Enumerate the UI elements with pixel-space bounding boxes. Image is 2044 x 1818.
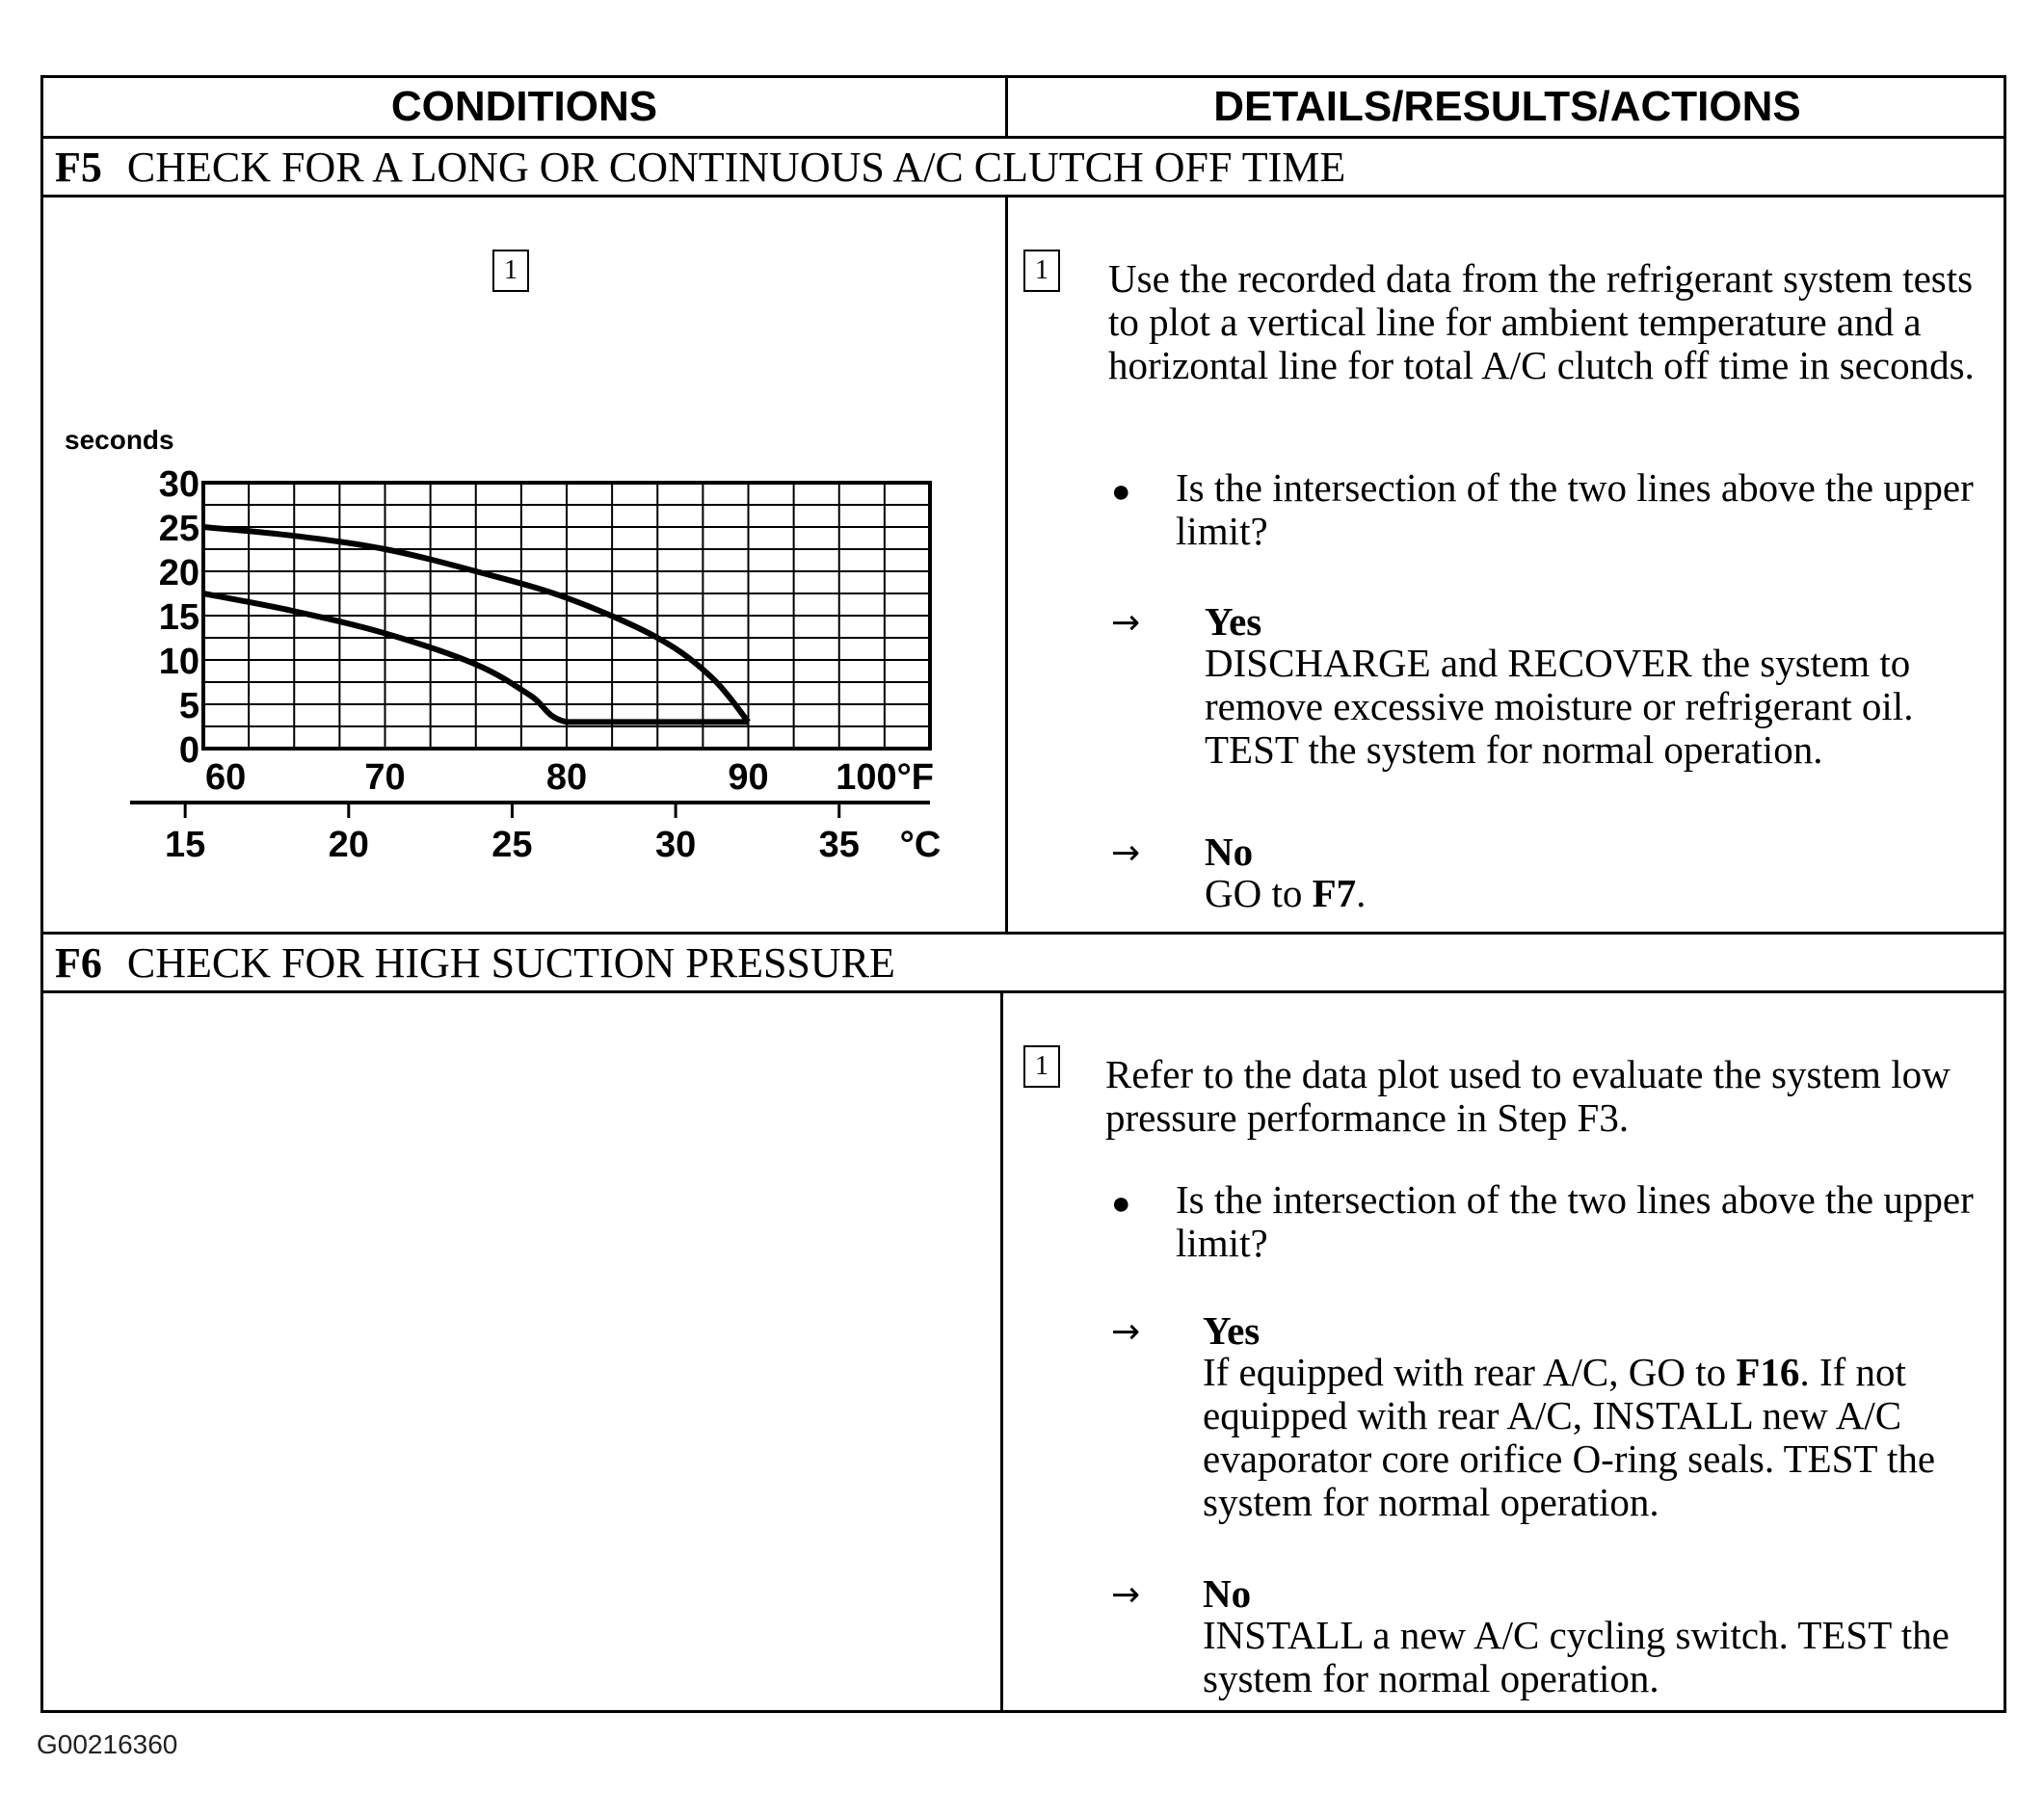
f6-id: F6 [55, 938, 102, 987]
celsius-tick-label: 15 [165, 825, 206, 865]
y-tick-label: 20 [158, 553, 199, 593]
f6-detail-step-box: 1 [1023, 1045, 1060, 1088]
f5-condition-step-box: 1 [492, 250, 529, 292]
f5-yes-label: Yes [1205, 599, 1262, 644]
f6-title: CHECK FOR HIGH SUCTION PRESSURE [126, 938, 895, 987]
diagnostic-table [40, 75, 2006, 1713]
fahrenheit-tick-labels [205, 757, 934, 798]
f6-yes-ref: F16 [1736, 1350, 1800, 1394]
f5-no-text-suffix: . [1356, 871, 1367, 915]
f5-instruction: Use the recorded data from the refrigerant system tests to plot a vertical line for ambient temperature and a horizontal line for total A/C clutch off time in seconds. [1108, 256, 1975, 387]
f5-id: F5 [55, 143, 102, 191]
f5-bullet: ● [1111, 474, 1131, 510]
clutch-off-time-chart [43, 300, 997, 897]
y-tick-label: 25 [158, 509, 199, 549]
f5-no-arrow-icon: → [1111, 833, 1141, 873]
f5-title: CHECK FOR A LONG OR CONTINUOUS A/C CLUTCH OFF TIME [126, 143, 1346, 191]
f6-section-title [55, 933, 895, 992]
celsius-tick-label: 35 [818, 825, 860, 865]
y-tick-label: 10 [158, 642, 199, 682]
fahrenheit-tick-label: 100°F [836, 757, 934, 798]
details-header: DETAILS/RESULTS/ACTIONS [1213, 83, 1801, 130]
f6-instruction: Refer to the data plot used to evaluate the system low pressure performance in Step F3. [1105, 1052, 1951, 1140]
f6-yes-text-suffix: . If not equipped with rear A/C, INSTALL new A/C evaporator core orifice O-ring seals. TEST the system for normal operation. [1203, 1350, 1936, 1524]
y-tick-label: 30 [158, 464, 199, 505]
conditions-header: CONDITIONS [390, 83, 658, 130]
f6-no-text: INSTALL a new A/C cycling switch. TEST the system for normal operation. [1203, 1613, 1950, 1700]
f5-no-text-prefix: GO to [1205, 871, 1313, 915]
f5-no-ref: F7 [1312, 871, 1357, 915]
f5-detail-step-box: 1 [1023, 250, 1060, 292]
f6-no-arrow-icon: → [1111, 1575, 1141, 1615]
y-axis-label: seconds [65, 425, 174, 455]
y-tick-label: 15 [158, 597, 199, 638]
fahrenheit-tick-label: 90 [728, 757, 769, 798]
f5-section-title [55, 137, 1345, 197]
celsius-tick-label: 30 [654, 825, 697, 865]
figure-code: G00216360 [37, 1729, 178, 1759]
celsius-unit-label: °C [899, 825, 942, 865]
f6-yes-text [1203, 1351, 2003, 1524]
celsius-tick-label: 25 [491, 825, 533, 865]
f5-question: Is the intersection of the two lines above the upper limit? [1176, 465, 1974, 553]
y-tick-labels [159, 464, 199, 771]
fahrenheit-tick-label: 60 [205, 757, 247, 798]
f5-yes-arrow-icon: → [1111, 603, 1141, 643]
y-tick-label: 0 [178, 730, 199, 771]
celsius-tick-label: 20 [328, 825, 369, 865]
f5-yes-text: DISCHARGE and RECOVER the system to remove excessive moisture or refrigerant oil. TEST the system for normal operation. [1205, 641, 1914, 772]
f6-yes-label: Yes [1203, 1308, 1261, 1353]
f6-yes-arrow-icon: → [1111, 1312, 1141, 1352]
f5-divider [1005, 195, 1008, 933]
f6-bullet: ● [1111, 1186, 1131, 1222]
y-tick-label: 5 [178, 686, 199, 726]
f5-no-label: No [1205, 830, 1254, 874]
f6-divider [1000, 990, 1003, 1713]
celsius-axis [130, 803, 941, 865]
f6-no-label: No [1203, 1571, 1252, 1616]
fahrenheit-tick-label: 80 [545, 757, 588, 798]
fahrenheit-tick-label: 70 [364, 757, 406, 798]
f6-yes-text-prefix: If equipped with rear A/C, GO to [1203, 1350, 1737, 1394]
f5-no-text [1205, 872, 1995, 915]
f6-question: Is the intersection of the two lines above the upper limit? [1176, 1177, 1974, 1265]
